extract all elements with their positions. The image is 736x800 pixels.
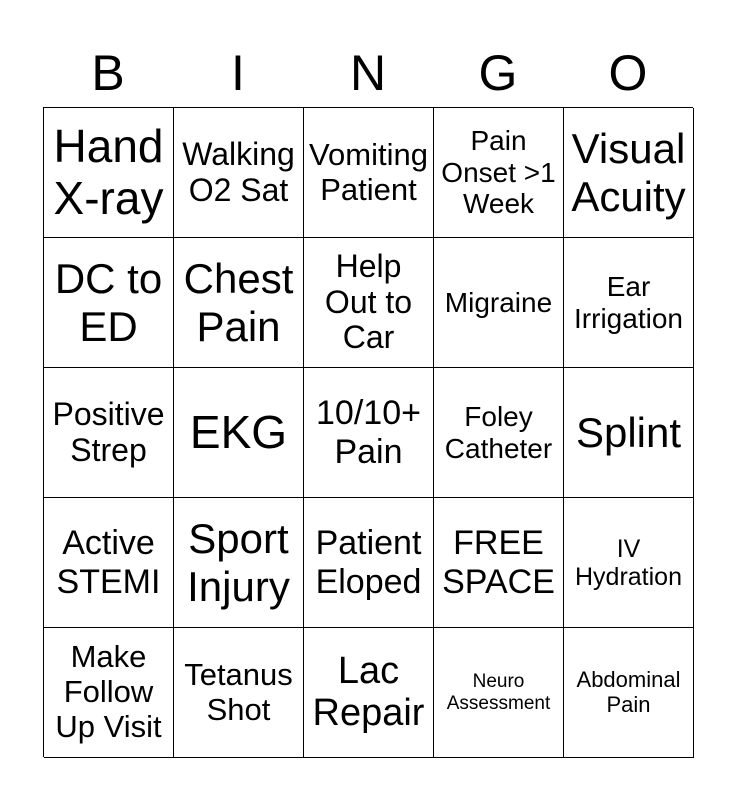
cell-label: Active STEMI [56, 524, 161, 601]
bingo-cell[interactable] [564, 108, 694, 238]
cell-label: Help Out to Car [324, 247, 413, 356]
cell-label: Patient Eloped [315, 524, 422, 601]
bingo-cell[interactable] [174, 498, 304, 628]
bingo-cell[interactable] [434, 368, 564, 498]
header-letter-o: O [608, 45, 648, 101]
bingo-cell[interactable] [434, 108, 564, 238]
free-space-label: FREE SPACE [442, 524, 555, 601]
bingo-card-grid [43, 107, 693, 757]
header-letter-n: N [349, 45, 387, 101]
cell-label: Chest Pain [183, 255, 294, 350]
header-letter-b: B [91, 45, 125, 101]
cell-label: Walking O2 Sat [182, 135, 295, 208]
bingo-cell[interactable] [174, 238, 304, 368]
cell-label: Make Follow Up Visit [55, 639, 162, 744]
bingo-cell[interactable] [304, 628, 434, 758]
bingo-cell[interactable] [304, 498, 434, 628]
bingo-cell[interactable] [304, 238, 434, 368]
bingo-cell[interactable] [174, 628, 304, 758]
bingo-cell[interactable] [434, 238, 564, 368]
cell-label: Hand X-ray [53, 119, 164, 224]
cell-label: Abdominal Pain [576, 666, 681, 717]
bingo-cell[interactable] [44, 628, 174, 758]
bingo-cell[interactable] [44, 498, 174, 628]
header-letter-g: G [478, 45, 518, 101]
cell-label: IV Hydration [575, 534, 682, 591]
cell-label: 10/10+ Pain [316, 394, 421, 471]
cell-label: Vomiting Patient [309, 136, 428, 207]
bingo-cell[interactable] [434, 628, 564, 758]
bingo-cell[interactable] [564, 368, 694, 498]
cell-label: Ear Irrigation [574, 271, 683, 334]
cell-label: Sport Injury [187, 515, 290, 610]
bingo-cell[interactable] [304, 368, 434, 498]
bingo-cell[interactable] [44, 238, 174, 368]
cell-label: Tetanus Shot [184, 656, 293, 727]
bingo-cell[interactable] [44, 108, 174, 238]
cell-label: EKG [189, 405, 288, 458]
bingo-cell[interactable] [564, 238, 694, 368]
bingo-cell[interactable] [174, 368, 304, 498]
cell-label: Positive Strep [52, 395, 165, 468]
cell-label: Foley Catheter [444, 401, 553, 464]
cell-label: Visual Acuity [571, 125, 686, 220]
bingo-cell[interactable] [564, 628, 694, 758]
free-space-cell[interactable] [434, 498, 564, 628]
cell-label: Splint [575, 408, 682, 456]
bingo-cell[interactable] [44, 368, 174, 498]
bingo-cell[interactable] [564, 498, 694, 628]
bingo-cell[interactable] [174, 108, 304, 238]
bingo-cell[interactable] [304, 108, 434, 238]
bingo-header [43, 40, 693, 106]
cell-label: Migraine [444, 286, 553, 318]
cell-label: Neuro Assessment [446, 671, 551, 714]
cell-label: DC to ED [54, 255, 163, 350]
header-letter-i: I [231, 45, 245, 101]
cell-label: Pain Onset >1 Week [441, 125, 556, 220]
cell-label: Lac Repair [312, 649, 425, 734]
